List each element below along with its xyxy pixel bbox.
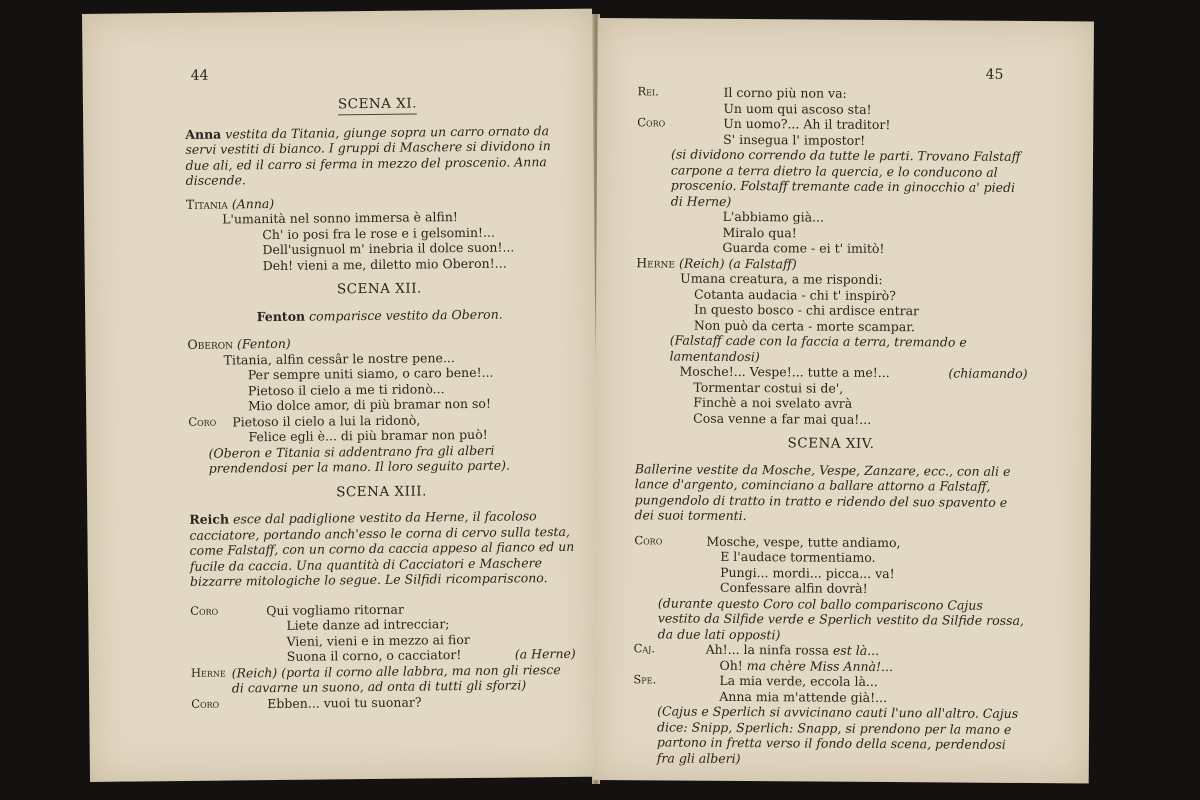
sperlich-speech: Spe. La mia verde, eccola là... Anna mia m'attende già!... (633, 672, 888, 705)
coro-speech-scene-xiii: Coro Qui vogliamo ritornar Liete danze ad intrecciar; Vieni, vieni e in mezzo ai fior Suona il corno, o cacciator! (a Herne) (190, 601, 576, 664)
scene-xii-stage-direction: Fenton comparisce vestito da Oberon. (256, 306, 503, 324)
right-page-text (633, 84, 1030, 768)
coro-speech-scene-xii: Coro Pietoso il cielo a lui la ridonò, Felice egli è... di più bramar non può! (188, 411, 488, 445)
scene-xi-title: SCENA XI. (185, 95, 570, 117)
scene-xiii-title: SCENA XIII. (336, 482, 427, 500)
coro-speech-1: Coro Un uomo?... Ah il traditor! S' insegua l' impostor! (637, 115, 891, 148)
scene-xi-stage-direction: Anna vestita da Titania, giunge sopra un carro ornato da servi vestiti di bianco. I gruppi di Maschere si dividono in due ali, ed il carro si ferma in mezzo del proscenio. Anna discende. (185, 122, 551, 188)
scene-xiv-title: SCENA XIV. (787, 435, 875, 452)
left-page (82, 9, 600, 782)
rei-speech: Rei. Il corno più non va: Un uom qui ascoso sta! (637, 84, 872, 117)
falstaff-speech: Mosche!... Vespe!... tutte a me!... (chiamando) Tormentar costui si de', Finchè a noi svelato avrà Cosa venne a far mai qua!... (679, 363, 1028, 427)
left-page-text (185, 85, 577, 712)
scene-xii-exit-direction: (Oberon e Titania si addentrano fra gli alberi prendendosi per la mano. Il loro seguito parte). (208, 442, 510, 476)
herne-speech: Herne (Reich) (a Falstaff) Umana creatura, a me rispondi: Cotanta audacia - chi t' inspirò? In questo bosco - chi ardisce entrar Non può da certa - morte scampar. (636, 254, 920, 334)
right-page (593, 18, 1094, 783)
page-number-right: 45 (985, 66, 1004, 83)
scene-xiii-stage-direction: Reich esce dal padiglione vestito da Herne, il facoloso cacciatore, portando anch'esso le corna di cervo sulla testa, come Falstaff, con un corno da caccia appeso al fianco ed un fucile da caccia. Una quantità di Cacciatori e Maschere bizzarre mitologiche lo segue. Le Silfidi ricompariscono. (189, 508, 575, 589)
page-number-left: 44 (190, 67, 209, 84)
falstaff-falls-direction: (Falstaff cade con la faccia a terra, tremando e lamentandosi) (669, 332, 967, 364)
cajus-speech: Caj. Ah!... la ninfa rossa est là... Oh! ma chère Miss Annà!... (633, 641, 894, 674)
oberon-speech: Oberon (Fenton) Titania, alfin cessâr le nostre pene... Per sempre uniti siamo, o caro bene!... Pietoso il cielo a me ti ridonò... Mio dolce amor, di più bramar non so! (187, 335, 494, 414)
scene-xii-title: SCENA XII. (336, 280, 422, 298)
falstaff-found-direction: (si dividono correndo da tutte le parti. Trovano Falstaff carpone a terra dietro la quercia, e lo conducono al proscenio. Folstaff tremante cade in ginocchio a' piedi di Herne) (670, 146, 1021, 209)
herne-stage-direction: Herne (Reich) (porta il corno alle labbra, ma non gli riesce di cavarne un suono, ad onta di tutti gli sforzi) (190, 661, 561, 696)
coro-question: Coro Ebben... vuoi tu suonar? (191, 693, 422, 711)
titania-speech: Titania (Anna) L'umanità nel sonno immersa è alfin! Ch' io posi fra le rose e i gelsomin!... Dell'usignuol m' inebria il dolce suon!... Deh! vieni a me, diletto mio Oberon!... (185, 195, 515, 273)
coro-speech-scene-xiv: Coro Mosche, vespe, tutte andiamo, E l'audace tormentiamo. Pungi... mordi... picca... va! Confessare alfin dovrà! (634, 532, 901, 596)
cajus-sperlich-exit-direction: (Cajus e Sperlich si avvicinano cauti l'uno all'altro. Cajus dice: Snipp, Sperlich: Snapp, si prendono per la mano e partono in fretta verso il fondo della scena, perdendosi fra gli alberi) (656, 703, 1019, 766)
coro-speech-2: L'abbiamo già... Miralo qua! Guarda come - ei t' imitò! (722, 208, 885, 257)
scene-xiv-stage-direction: Ballerine vestite da Mosche, Vespe, Zanzare, ecc., con ali e lance d'argento, cominciano a ballare attorno a Falstaff, pungendolo di tratto in tratto e ridendo del suo spavento e dei suoi tormenti. (634, 460, 1011, 524)
cajus-sperlich-entrance-direction: (durante questo Coro col ballo compariscono Cajus vestito da Silfide verde e Sperlich vestito da Silfide rossa, da due lati opposti) (657, 594, 1024, 642)
